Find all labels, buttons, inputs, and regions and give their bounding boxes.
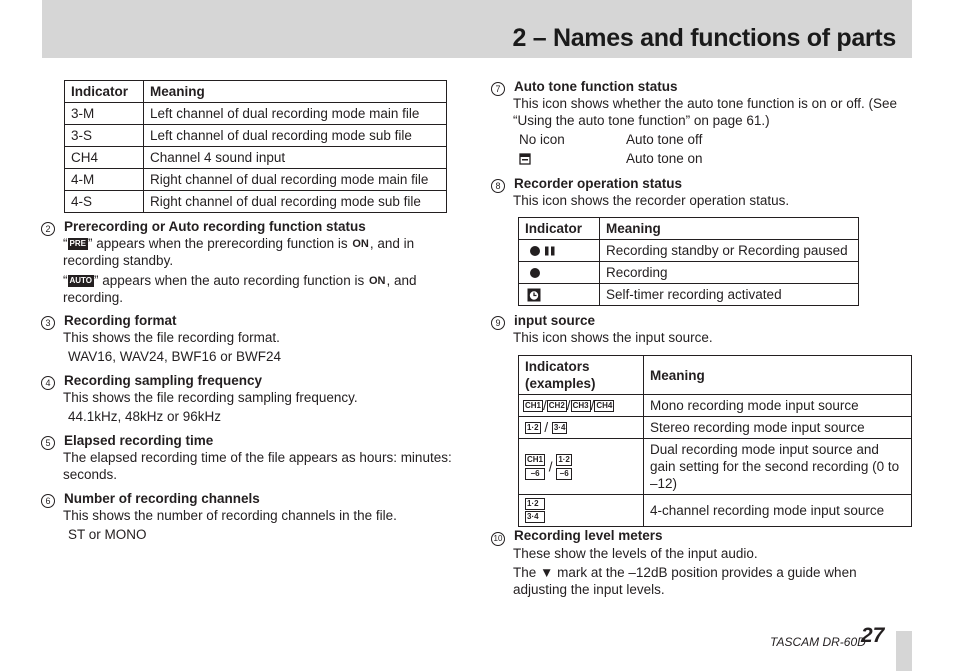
down-triangle-icon: ▼	[540, 565, 554, 580]
table-header: Meaning	[144, 81, 447, 103]
cell: CH4	[65, 147, 144, 169]
table-row	[519, 240, 859, 262]
auto-tone-value: Auto tone off	[626, 132, 703, 147]
section-text: This shows the file recording format.	[63, 330, 280, 345]
section-text: The ▼ mark at the –12dB position provides a guide when adjusting the input levels.	[513, 565, 857, 597]
section-heading: Recorder operation status	[514, 176, 683, 191]
section-text: This shows the file recording sampling frequency.	[63, 390, 358, 405]
section-text: This shows the number of recording channels in the file.	[63, 508, 397, 523]
section-heading: Auto tone function status	[514, 79, 678, 94]
cell: Recording standby or Recording paused	[600, 240, 859, 262]
section-number: 7	[491, 82, 505, 96]
section-heading: Recording level meters	[514, 528, 663, 543]
ch1-icon: CH1	[525, 401, 542, 411]
cell: 3-M	[65, 103, 144, 125]
auto-tone-key: No icon	[519, 132, 565, 147]
ch1-icon: CH1	[527, 454, 544, 464]
cell: 4-channel recording mode input source	[644, 495, 912, 527]
cell: Right channel of dual recording mode sub file	[144, 191, 447, 213]
section-heading: Recording sampling frequency	[64, 373, 263, 388]
cell: Stereo recording mode input source	[644, 417, 912, 439]
left-column	[64, 80, 464, 213]
section-heading: input source	[514, 313, 596, 328]
ch12-icon: 1·2	[558, 454, 570, 464]
section-values: 44.1kHz, 48kHz or 96kHz	[68, 409, 222, 424]
section-number: 4	[41, 376, 55, 390]
section-text: These show the levels of the input audio.	[513, 546, 758, 561]
table-header: Meaning	[600, 218, 859, 240]
ch4-icon: CH4	[596, 401, 613, 411]
gain-icon: −6	[525, 468, 545, 480]
section-number: 8	[491, 179, 505, 193]
cell: 4-S	[65, 191, 144, 213]
table-header: Indicator	[519, 218, 600, 240]
auto-icon: AUTO	[69, 276, 93, 286]
cell: 4-M	[65, 169, 144, 191]
cell: Left channel of dual recording mode main file	[144, 103, 447, 125]
on-icon: ON	[352, 238, 369, 251]
section-heading: Recording format	[64, 313, 177, 328]
section-text: This icon shows the recorder operation status.	[513, 193, 790, 208]
cell: Left channel of dual recording mode sub file	[144, 125, 447, 147]
gain-icon: −6	[556, 468, 572, 480]
section-number: 3	[41, 316, 55, 330]
on-icon: ON	[368, 275, 386, 288]
section-prerecording	[41, 218, 466, 306]
cell: 3-S	[65, 125, 144, 147]
section-heading: Elapsed recording time	[64, 433, 214, 448]
auto-tone-row	[519, 150, 911, 167]
operation-table	[518, 217, 859, 306]
section-number: 5	[41, 436, 55, 450]
table-row	[519, 439, 912, 495]
stereo-icons: 1·2 / 3·4	[519, 417, 644, 439]
footer-brand: TASCAM DR-60D	[770, 635, 866, 649]
page-title: 2 – Names and functions of parts	[512, 24, 896, 52]
mono-icons: CH1 / CH2 / CH3 / CH4	[519, 395, 644, 417]
table-row	[519, 417, 912, 439]
section-number: 6	[41, 494, 55, 508]
table-row	[65, 191, 447, 213]
section-values: WAV16, WAV24, BWF16 or BWF24	[68, 349, 282, 364]
ch12-icon: 1·2	[525, 498, 545, 510]
section-text: “ PRE ” appears when the prerecording function is ON, and in recording standby.	[63, 236, 415, 268]
section-number: 10	[491, 532, 505, 546]
input-source-table	[518, 355, 912, 527]
footer-bar	[896, 631, 912, 671]
section-auto-tone	[491, 78, 911, 167]
auto-tone-row	[519, 131, 911, 148]
section-text: This icon shows the input source.	[513, 330, 713, 345]
cell: Channel 4 sound input	[144, 147, 447, 169]
cell: Right channel of dual recording mode main file	[144, 169, 447, 191]
pre-icon: PRE	[69, 239, 86, 249]
auto-tone-icon	[519, 150, 626, 167]
self-timer-icon	[519, 284, 600, 306]
section-level-meters	[491, 527, 911, 598]
section-heading: Prerecording or Auto recording function status	[64, 219, 366, 234]
section-input-source	[491, 312, 916, 527]
four-channel-icons	[519, 495, 644, 527]
section-number: 2	[41, 222, 55, 236]
section-text: This icon shows whether the auto tone function is on or off. (See “Using the auto tone function” on page 61.)	[513, 96, 897, 128]
section-recorder-operation	[491, 175, 911, 306]
table-row	[519, 395, 912, 417]
section-heading: Number of recording channels	[64, 491, 260, 506]
table-row	[519, 495, 912, 527]
table-row	[65, 125, 447, 147]
dual-icons: $\frac{CH1}{-6}$ / $\frac{1\cdot 2}{-6}$	[519, 439, 644, 495]
indicator-table	[64, 80, 447, 213]
ch34-icon: 3·4	[553, 423, 566, 433]
auto-tone-value: Auto tone on	[626, 151, 703, 166]
section-sampling-frequency	[41, 372, 466, 425]
page-number: 27	[861, 624, 885, 647]
section-elapsed-time	[41, 432, 466, 483]
record-icon	[519, 262, 600, 284]
table-row	[65, 103, 447, 125]
table-header: Meaning	[644, 356, 912, 395]
table-row	[519, 284, 859, 306]
table-header: Indicator	[65, 81, 144, 103]
cell: Self-timer recording activated	[600, 284, 859, 306]
section-recording-channels	[41, 490, 466, 543]
ch3-icon: CH3	[572, 401, 589, 411]
ch12-icon: 1·2	[527, 423, 539, 433]
section-text: The elapsed recording time of the file appears as hours: minutes: seconds.	[63, 450, 452, 482]
section-text: “ AUTO ” appears when the auto recording function is ON, and recording.	[63, 273, 417, 305]
table-row	[65, 147, 447, 169]
section-recording-format	[41, 312, 466, 365]
standby-pause-icon	[519, 240, 600, 262]
cell: Mono recording mode input source	[644, 395, 912, 417]
ch2-icon: CH2	[548, 401, 565, 411]
table-header: Indicators (examples)	[519, 356, 644, 395]
header-bar	[42, 0, 912, 58]
section-values: ST or MONO	[68, 527, 147, 542]
ch34-icon: 3·4	[525, 511, 545, 523]
cell: Dual recording mode input source and gain setting for the second recording (0 to –12)	[644, 439, 912, 495]
section-number: 9	[491, 316, 505, 330]
table-row	[65, 169, 447, 191]
cell: Recording	[600, 262, 859, 284]
table-row	[519, 262, 859, 284]
